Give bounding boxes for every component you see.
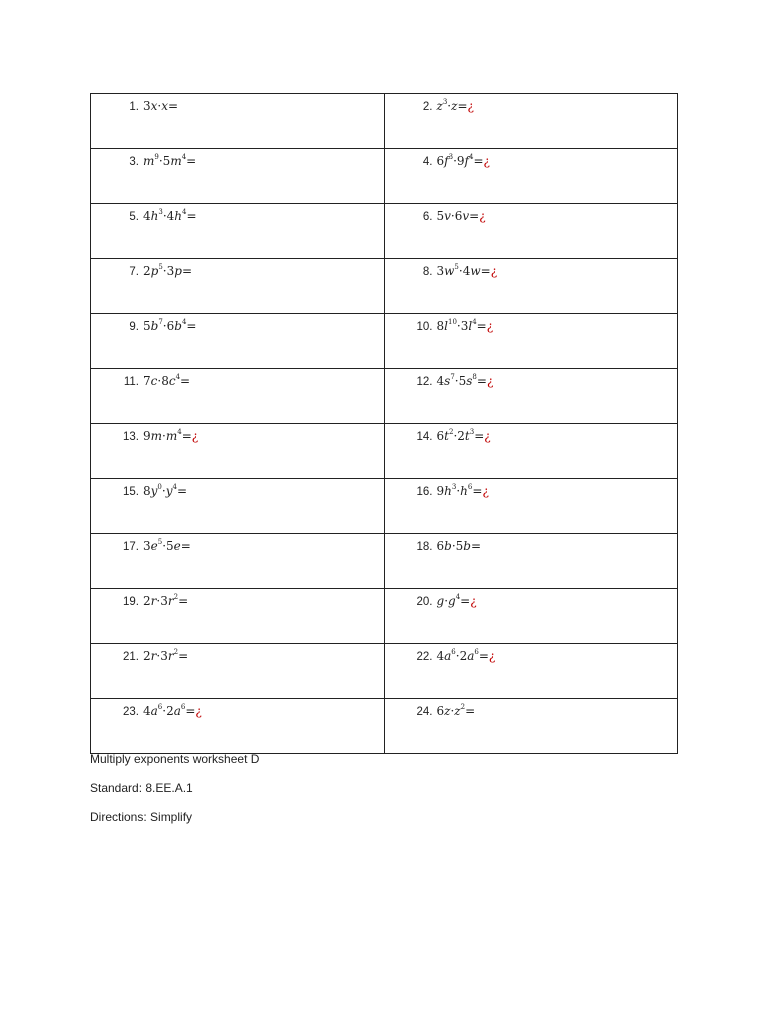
problem-row [91,149,678,204]
variable: a [150,704,158,718]
exponent: 4 [181,318,187,326]
expression-text: ·6 [162,319,175,333]
problem-cell[interactable] [91,534,385,589]
expression-text: = [476,319,487,333]
problem [91,369,384,389]
expression-text: 8 [436,319,445,333]
problem-expression [143,154,196,168]
expression-text: 5 [436,209,445,223]
problem-expression [143,209,197,223]
exponent: 3 [469,428,475,436]
problem-expression [437,154,490,168]
expression-text: 2 [143,649,151,663]
problem-row [91,259,678,314]
exponent: 6 [180,703,186,711]
expression-text: = [180,539,191,553]
problem-number: 12. [416,376,433,388]
problem [385,259,678,279]
problem-number: 14. [416,431,433,443]
exponent: 2 [460,703,466,711]
problem-row [91,204,678,259]
variable: s [466,374,473,388]
problem [91,94,384,114]
variable: x [161,99,169,113]
problem-expression [437,594,477,608]
variable: y [165,484,173,498]
variable: v [444,209,451,223]
problem-cell[interactable] [91,204,385,259]
exponent: 2 [173,648,179,656]
problem [385,314,678,334]
problem-number: 24. [416,706,433,718]
problem-number: 3. [129,156,139,168]
variable: z [436,99,443,113]
expression-text: = [480,264,491,278]
expression-text: = [185,704,196,718]
expression-text: = [186,319,197,333]
problem [91,149,384,169]
problem-number: 16. [416,486,433,498]
exponent: 9 [154,153,159,161]
exponent: 3 [448,153,454,161]
exponent: 3 [451,483,457,491]
expression-text: = [472,484,483,498]
variable: h [174,209,183,223]
problem [385,424,678,444]
variable: w [470,264,481,278]
variable: b [174,319,182,333]
variable: a [173,704,181,718]
question-mark: ¿ [482,484,489,498]
problem-number: 11. [123,376,139,388]
problem-row [91,534,678,589]
question-mark: ¿ [486,374,494,388]
expression-text: · [447,99,452,113]
expression-text: = [474,429,485,443]
problem-row [91,589,678,644]
problem-cell[interactable] [91,644,385,699]
exponent: 6 [451,648,456,656]
problem-expression [143,99,178,113]
variable: l [444,319,448,333]
expression-text: 2 [143,264,151,278]
variable: m [170,154,182,168]
variable: e [150,539,158,553]
problem-cell[interactable] [91,589,385,644]
problem-number: 6. [422,211,433,223]
problem-row [91,644,678,699]
problem-expression [437,484,489,498]
expression-text: = [473,154,484,168]
problem [385,479,678,499]
problem [385,644,678,664]
problem [385,534,678,554]
problem-number: 17. [123,541,139,553]
problem-number: 4. [422,156,433,168]
problem [91,589,384,609]
expression-text: = [180,374,191,388]
variable: m [165,429,178,443]
variable: p [150,264,159,278]
problem-cell[interactable] [91,259,385,314]
exponent: 2 [173,593,179,601]
variable: g [448,594,456,608]
variable: h [150,209,159,223]
expression-text: 4 [143,704,151,718]
expression-text: ·6 [450,209,463,223]
exponent: 7 [450,373,455,381]
question-mark: ¿ [486,319,494,333]
problem-cell[interactable] [384,259,678,314]
problem-number: 22. [416,651,433,663]
worksheet-title: Multiply exponents worksheet D [90,752,260,766]
problem-expression [437,374,494,388]
expression-text: · [161,484,166,498]
problem-number: 21. [123,651,139,663]
question-mark: ¿ [484,429,491,443]
expression-text: = [176,484,188,498]
problem [91,534,384,554]
expression-text: = [460,594,471,608]
problem-expression [143,429,198,443]
expression-text: · [444,594,449,608]
expression-text: 4 [436,374,445,388]
expression-text: ·3 [156,594,168,608]
variable: m [143,154,155,168]
problem [385,149,678,169]
exponent: 7 [158,318,163,326]
expression-text: = [178,649,189,663]
expression-text: = [457,99,468,113]
variable: f [444,154,449,168]
exponent: 4 [468,153,474,161]
exponent: 5 [158,263,163,271]
problem-cell[interactable] [384,479,678,534]
problem [91,424,384,444]
exponent: 4 [181,153,187,161]
problem-cell[interactable] [91,314,385,369]
variable: b [150,319,159,333]
problem-cell[interactable] [91,149,385,204]
question-mark: ¿ [479,209,486,223]
problem-cell[interactable] [91,94,385,149]
problem [91,479,384,499]
question-mark: ¿ [191,429,199,443]
problem [91,314,384,334]
problem-row [91,479,678,534]
variable: a [467,649,475,663]
question-mark: ¿ [467,99,474,113]
problem-row [91,94,678,149]
exponent: 0 [157,483,162,491]
exponent: 4 [172,483,177,491]
problem-expression [437,209,486,223]
expression-text: 6 [436,539,445,553]
standard-label: Standard: 8.EE.A.1 [90,781,193,795]
problem [385,369,678,389]
problem-expression [437,539,482,553]
question-mark: ¿ [195,704,202,718]
expression-text: 3 [143,539,151,553]
variable: v [462,209,470,223]
variable: t [444,429,449,443]
problem-number: 8. [422,266,433,278]
exponent: 3 [158,208,163,216]
problem-cell[interactable] [384,589,678,644]
exponent: 8 [472,373,477,381]
variable: z [444,704,451,718]
expression-text: ·5 [158,154,171,168]
expression-text: ·5 [451,539,464,553]
expression-text: = [168,99,179,113]
expression-text: ·3 [456,319,469,333]
variable: c [150,374,158,388]
problem-expression [437,264,498,278]
variable: s [444,374,451,388]
problem-expression [143,264,192,278]
variable: c [168,374,176,388]
expression-text: ·3 [156,649,168,663]
variable: t [464,429,470,443]
problem-expression [143,319,196,333]
expression-text: 7 [143,374,151,388]
problem [385,699,678,719]
question-mark: ¿ [490,264,498,278]
exponent: 3 [442,98,448,106]
variable: x [150,99,158,113]
exponent: 4 [182,208,187,216]
problem-number: 2. [422,101,433,113]
problem-number: 19. [123,596,139,608]
expression-text: = [181,264,192,278]
expression-text: 4 [436,649,445,663]
question-mark: ¿ [483,154,490,168]
expression-text: = [465,704,476,718]
problem-expression [143,649,188,663]
question-mark: ¿ [488,649,496,663]
problem-number: 18. [416,541,433,553]
problem [91,204,384,224]
expression-text: ·5 [454,374,467,388]
problem-expression [437,429,491,443]
expression-text: = [186,154,197,168]
directions-label: Directions: Simplify [90,810,193,824]
expression-text: ·9 [453,154,465,168]
variable: f [464,154,469,168]
exponent: 6 [467,483,473,491]
problem-expression [143,539,191,553]
expression-text: · [456,484,461,498]
expression-text: · [162,429,166,443]
problems-table [90,93,678,754]
exponent: 10 [447,318,457,326]
problem-expression [143,484,187,498]
problem-expression [437,99,474,113]
exponent: 5 [157,538,163,546]
problem-expression [143,374,190,388]
expression-text: ·4 [458,264,471,278]
exponent: 6 [474,648,479,656]
expression-text: 6 [436,429,445,443]
expression-text: · [450,704,455,718]
problem-cell[interactable] [384,534,678,589]
expression-text: = [469,209,480,223]
expression-text: 6 [436,704,445,718]
problem-row [91,424,678,479]
variable: g [436,594,445,608]
exponent: 4 [175,373,181,381]
problem-expression [437,319,494,333]
expression-text: ·2 [453,429,465,443]
problem-number: 9. [129,321,139,333]
exponent: 5 [454,263,459,271]
problem-cell[interactable] [91,699,385,754]
expression-text: 2 [143,594,151,608]
expression-text: 6 [436,154,445,168]
problem-cell[interactable] [384,314,678,369]
expression-text: = [181,429,192,443]
expression-text: ·4 [162,209,175,223]
variable: e [173,539,181,553]
problem-cell[interactable] [91,479,385,534]
expression-text: 8 [143,484,151,498]
expression-text: = [470,539,482,553]
expression-text: 4 [143,209,151,223]
problem-cell[interactable] [384,644,678,699]
problem-expression [437,649,496,663]
problem-row [91,699,678,754]
problem-cell[interactable] [384,204,678,259]
expression-text: 9 [143,429,151,443]
variable: a [444,649,452,663]
problem [91,259,384,279]
variable: z [451,99,458,113]
variable: r [167,594,174,608]
variable: p [174,264,182,278]
expression-text: ·8 [157,374,169,388]
expression-text: 5 [143,319,151,333]
exponent: 4 [472,318,477,326]
variable: m [150,429,163,443]
problem [385,94,678,114]
problem-number: 20. [416,596,433,608]
problem-cell[interactable] [91,369,385,424]
expression-text: = [178,594,189,608]
problem-row [91,314,678,369]
expression-text: = [478,649,489,663]
problem-cell[interactable] [384,149,678,204]
problem-expression [437,704,476,718]
expression-text: ·2 [162,704,174,718]
problem-row [91,369,678,424]
expression-text: · [157,99,162,113]
problem [385,204,678,224]
problem-number: 1. [129,101,139,113]
variable: b [444,539,452,553]
problem-cell[interactable] [384,369,678,424]
problem-cell[interactable] [384,699,678,754]
problem [91,644,384,664]
problem-number: 23. [123,706,139,718]
variable: h [444,484,452,498]
problem-cell[interactable] [384,424,678,479]
problem-number: 7. [129,266,139,278]
expression-text: ·3 [162,264,175,278]
variable: r [167,649,174,663]
variable: w [444,264,455,278]
variable: r [150,649,157,663]
variable: b [463,539,471,553]
expression-text: = [186,209,197,223]
variable: z [454,704,461,718]
problem [91,699,384,719]
expression-text: = [476,374,487,388]
problem-number: 10. [416,321,433,333]
problem-number: 15. [123,486,139,498]
exponent: 4 [455,593,461,601]
variable: l [468,319,473,333]
problem-number: 13. [123,431,139,443]
variable: y [150,484,158,498]
exponent: 4 [177,428,182,436]
exponent: 6 [157,703,163,711]
problem [385,589,678,609]
variable: h [460,484,468,498]
exponent: 2 [448,428,454,436]
expression-text: 3 [436,264,445,278]
problem-cell[interactable] [91,424,385,479]
problem-cell[interactable] [384,94,678,149]
problem-number: 5. [129,211,139,223]
variable: r [150,594,157,608]
expression-text: 9 [436,484,445,498]
expression-text: ·2 [455,649,468,663]
question-mark: ¿ [470,594,477,608]
expression-text: 3 [143,99,151,113]
expression-text: ·5 [162,539,174,553]
problem-expression [143,704,202,718]
problem-expression [143,594,188,608]
